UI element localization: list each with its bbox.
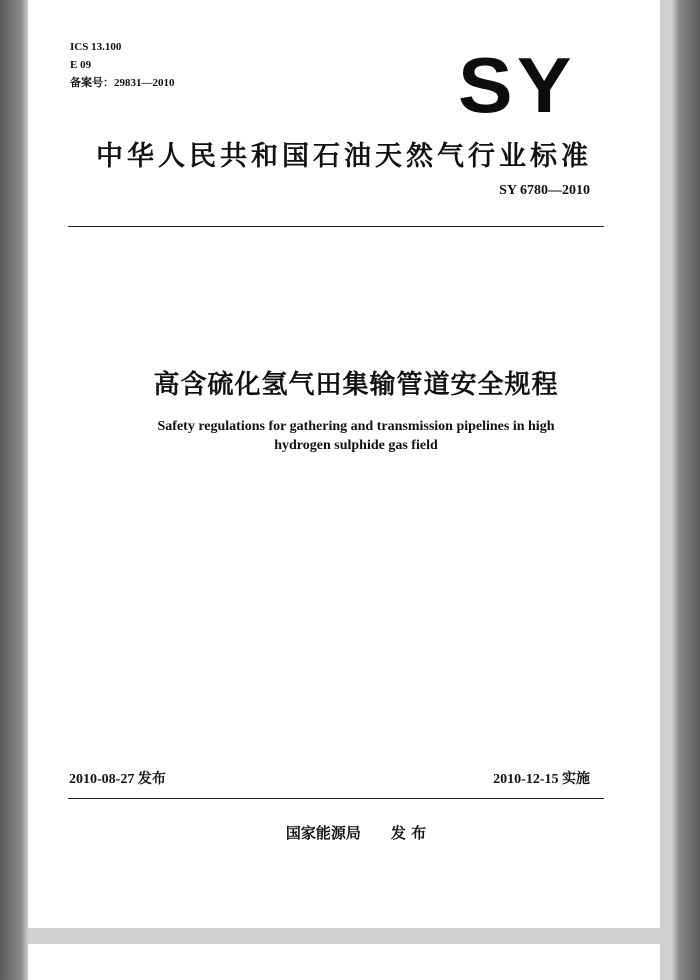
issuer-action: 发 布: [390, 824, 427, 842]
top-divider: [68, 226, 604, 227]
implementation-date: 2010-12-15 实施: [493, 772, 590, 787]
title-english: [68, 417, 644, 455]
ics-code: ICS 13.100: [70, 41, 122, 53]
document-page: [28, 0, 660, 928]
issuer-name: 国家能源局: [285, 824, 361, 842]
org-title: 中华人民共和国石油天然气行业标准: [96, 141, 592, 172]
title-english-line1: Safety regulations for gathering and transmission pipelines in high: [157, 419, 555, 434]
sy-logo: SY: [458, 41, 576, 129]
document-meta: [70, 38, 175, 92]
next-page: [28, 944, 660, 980]
record-number: 备案号：29831—2010: [70, 77, 175, 89]
title-chinese: 高含硫化氢气田集输管道安全规程: [153, 370, 559, 400]
issue-date: 2010-08-27 发布: [69, 772, 166, 787]
issuer: [68, 822, 644, 843]
classification-code: E 09: [70, 59, 92, 71]
bottom-divider: [68, 798, 604, 799]
title-english-line2: hydrogen sulphide gas field: [274, 438, 438, 453]
standard-number: SY 6780—2010: [499, 183, 590, 198]
